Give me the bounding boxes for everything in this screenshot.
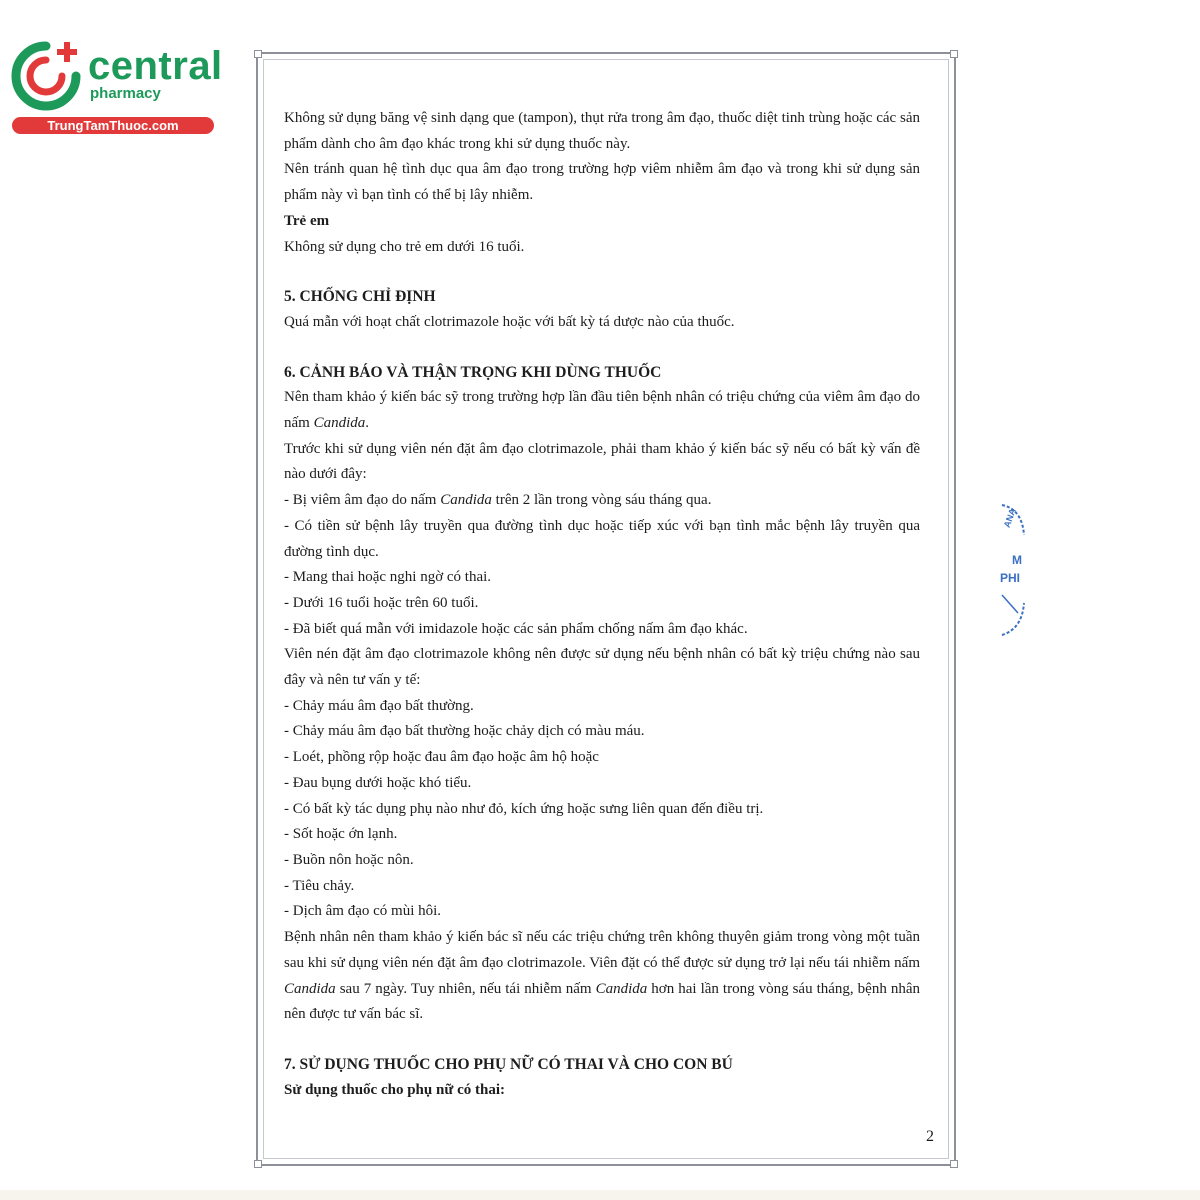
- logo-name: central: [88, 44, 223, 88]
- list-item: [284, 488, 920, 514]
- children-heading: Trẻ em: [284, 212, 330, 229]
- italic-term: Candida: [595, 980, 648, 997]
- logo-url: TrungTamThuoc.com: [12, 117, 214, 134]
- text-run: sau 7 ngày. Tuy nhiên, nếu tái nhiễm nấm: [335, 980, 596, 997]
- section-6-paragraph-1: [284, 385, 920, 436]
- list-item: - Sốt hoặc ớn lạnh.: [284, 826, 398, 843]
- text-run: trên 2 lần trong vòng sáu tháng qua.: [491, 492, 712, 509]
- intro-paragraph-1: Không sử dụng băng vệ sinh dạng que (tampon), thụt rửa trong âm đạo, thuốc diệt tinh trùng hoặc các sản phẩm dành cho âm đạo khác trong khi sử dụng thuốc này.: [284, 110, 920, 152]
- list-item: - Chảy máu âm đạo bất thường.: [284, 697, 474, 714]
- list-item: - Dưới 16 tuổi hoặc trên 60 tuổi.: [284, 594, 479, 611]
- section-6-paragraph-4: [284, 925, 920, 1028]
- list-item: - Mang thai hoặc nghi ngờ có thai.: [284, 569, 492, 586]
- list-item: - Dịch âm đạo có mùi hôi.: [284, 903, 442, 920]
- text-run: Bệnh nhân nên tham khảo ý kiến bác sĩ nếu các triệu chứng trên không thuyên giảm trong vòng một tuần sau khi sử dụng viên nén đặt âm đạo clotrimazole. Viên đặt có thể được sử dụng trở lại nếu tái nhiễm nấm: [284, 929, 920, 971]
- section-5-heading: 5. CHỐNG CHỈ ĐỊNH: [284, 288, 436, 306]
- stamp-fragment: M: [1012, 553, 1022, 567]
- frame-corner: [254, 1160, 262, 1168]
- text-run: hơn hai lần trong vòng sáu tháng, bệnh nhân nên được tư vấn bác sĩ.: [284, 980, 920, 1023]
- list-item: - Đau bụng dưới hoặc khó tiểu.: [284, 774, 472, 791]
- section-5-text: Quá mẫn với hoạt chất clotrimazole hoặc với bất kỳ tá dược nào của thuốc.: [284, 313, 735, 330]
- children-text: Không sử dụng cho trẻ em dưới 16 tuổi.: [284, 238, 525, 255]
- list-item: - Chảy máu âm đạo bất thường hoặc chảy dịch có màu máu.: [284, 723, 645, 740]
- page-number: 2: [926, 1128, 934, 1145]
- frame-corner: [950, 50, 958, 58]
- section-7-heading: 7. SỬ DỤNG THUỐC CHO PHỤ NỮ CÓ THAI VÀ CHO CON BÚ: [284, 1055, 733, 1073]
- italic-term: Candida: [313, 415, 366, 432]
- intro-paragraph-2: Nên tránh quan hệ tình dục qua âm đạo trong trường hợp viêm nhiễm âm đạo và trong khi sử dụng sản phẩm này vì bạn tình có thể bị lây nhiễm.: [284, 161, 920, 204]
- scan-edge: [0, 1190, 1200, 1200]
- list-item: - Có tiền sử bệnh lây truyền qua đường tình dục hoặc tiếp xúc với bạn tình mắc bệnh lây truyền qua đường tình dục.: [284, 517, 920, 560]
- list-item: - Tiêu chảy.: [284, 877, 355, 894]
- brand-logo: [8, 38, 223, 138]
- stamp-fragment: ANA: [1001, 507, 1018, 529]
- central-logo-icon: [8, 38, 84, 114]
- stamp-fragment: PHI: [1000, 571, 1021, 585]
- partial-stamp: [996, 495, 1036, 645]
- logo-subtitle: pharmacy: [90, 85, 161, 102]
- section-6-heading: 6. CẢNH BÁO VÀ THẬN TRỌNG KHI DÙNG THUỐC: [284, 363, 662, 381]
- text-run: .: [365, 415, 370, 432]
- italic-term: Candida: [284, 980, 336, 997]
- stamp-ring-icon: [996, 495, 1036, 645]
- section-7-subheading: Sử dụng thuốc cho phụ nữ có thai:: [284, 1081, 505, 1098]
- list-item: - Đã biết quá mẫn với imidazole hoặc các sản phẩm chống nấm âm đạo khác.: [284, 620, 748, 637]
- frame-corner: [254, 50, 262, 58]
- document-body: [284, 106, 920, 1103]
- section-6-paragraph-2: Trước khi sử dụng viên nén đặt âm đạo clotrimazole, phải tham khảo ý kiến bác sỹ nếu có bất kỳ vấn đề nào dưới đây:: [284, 440, 920, 483]
- section-6-paragraph-3: Viên nén đặt âm đạo clotrimazole không nên được sử dụng nếu bệnh nhân có bất kỳ triệu chứng nào sau đây và nên tư vấn y tế:: [284, 646, 920, 689]
- text-run: - Bị viêm âm đạo do nấm: [284, 492, 441, 509]
- list-item: - Có bất kỳ tác dụng phụ nào như đỏ, kích ứng hoặc sưng liên quan đến điều trị.: [284, 800, 764, 817]
- frame-corner: [950, 1160, 958, 1168]
- list-item: - Loét, phồng rộp hoặc đau âm đạo hoặc âm hộ hoặc: [284, 749, 599, 766]
- text-run: Nên tham khảo ý kiến bác sỹ trong trường hợp lần đầu tiên bệnh nhân có triệu chứng của viêm âm đạo do nấm: [284, 389, 920, 432]
- list-item: - Buồn nôn hoặc nôn.: [284, 851, 414, 868]
- italic-term: Candida: [440, 492, 492, 509]
